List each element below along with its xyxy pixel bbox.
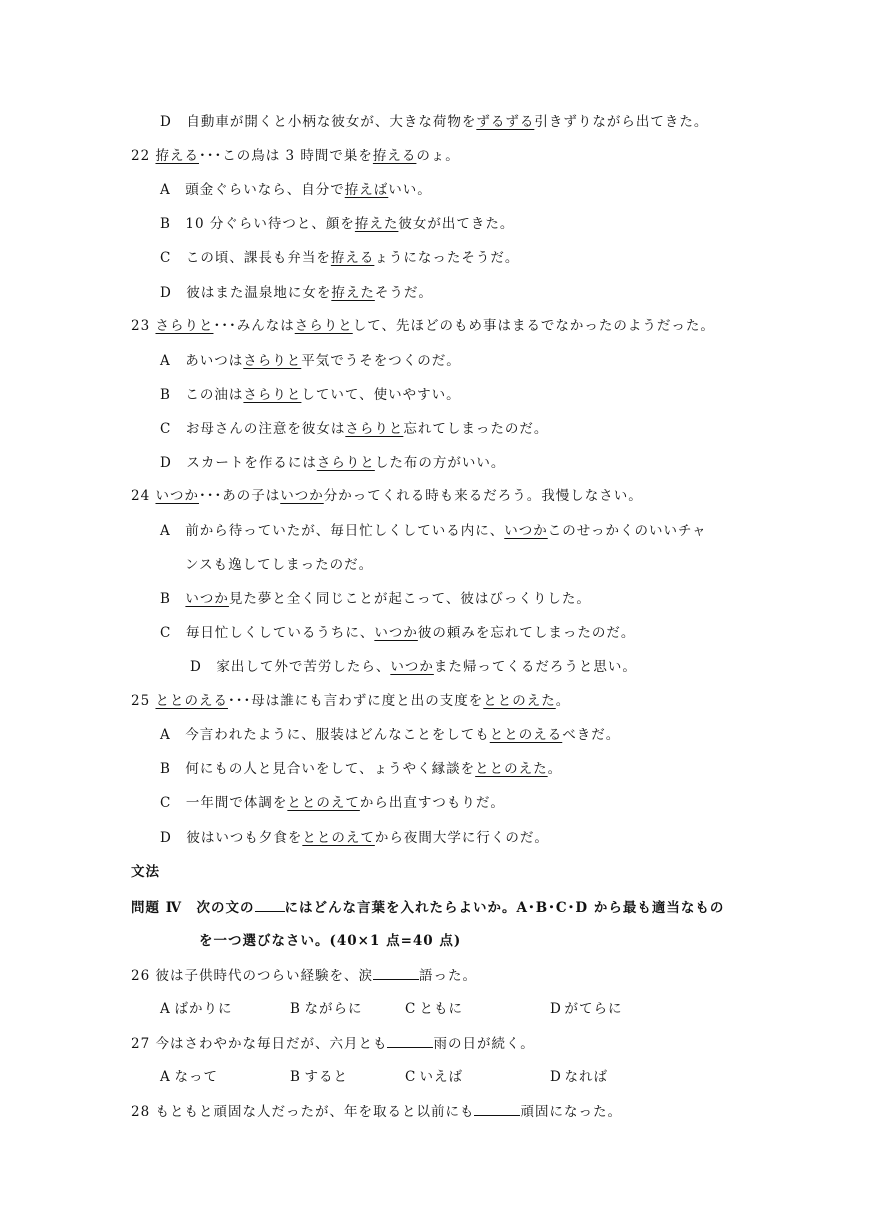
choice-text: ともに [419, 1001, 463, 1017]
option-text-post: 見た夢と全く同じことが起こって、彼はびっくりした。 [228, 591, 591, 607]
q28-stem [131, 1101, 622, 1122]
q26-choice-a[interactable] [160, 999, 233, 1019]
option-label: A [160, 353, 171, 369]
option-label: D [190, 659, 202, 675]
option-text-pre: この油は [185, 387, 244, 403]
stem-pre: みんなは [236, 318, 295, 334]
underlined-word: ととのえた [475, 761, 548, 777]
q24-option-b [160, 589, 591, 609]
option-text-pre: この頃、課長も弁当を [185, 250, 331, 266]
option-label: A [160, 727, 171, 743]
underlined-word: 拵える [330, 250, 375, 266]
option-text-pre: 一年間で体調を [185, 795, 288, 811]
option-text-pre: 彼はいつも夕食を [186, 830, 303, 846]
q26-stem [131, 965, 477, 986]
stem-post: 。 [555, 693, 571, 709]
stem-post: 分かってくれる時も来るだろう。我慢しなさい。 [323, 488, 643, 504]
option-label: A [160, 523, 171, 539]
underlined-word: ずるずる [476, 114, 535, 130]
option-text-post: また帰ってくるだろうと思い。 [433, 659, 637, 675]
underlined-word: 拵えた [331, 285, 375, 301]
underlined-word: さらりと [243, 387, 302, 403]
q26-choice-b[interactable] [290, 999, 363, 1019]
option-label: B [160, 216, 171, 232]
q27-choices [0, 1067, 869, 1087]
option-text-post: いい。 [388, 182, 432, 198]
option-label: C [160, 250, 172, 266]
choice-text: ばかりに [174, 1001, 233, 1017]
q25-option-c [160, 793, 505, 813]
underlined-word: いつか [374, 625, 418, 641]
option-text-post: 忘れてしまったのだ。 [403, 421, 549, 437]
target-word: 拵える [155, 148, 199, 164]
option-text-post: ょうになったそうだ。 [374, 250, 520, 266]
question-number: 23 [131, 318, 151, 334]
option-text-post: 彼の頼みを忘れてしまったのだ。 [417, 625, 636, 641]
dots: ･･･ [198, 488, 223, 504]
q22-option-a [160, 180, 432, 200]
q26-choice-d[interactable] [550, 999, 623, 1019]
stem-post: 語った。 [418, 968, 477, 984]
option-text-pre: お母さんの注意を彼女は [185, 421, 346, 437]
q22-stem [131, 146, 460, 166]
option-text-post: このせっかくのいいチャ [547, 523, 707, 539]
section-title: 文法 [131, 864, 160, 880]
question-number: 24 [131, 488, 151, 504]
q27-choice-a[interactable] [160, 1067, 218, 1087]
option-text-post: 平気でうそをつくのだ。 [301, 353, 461, 369]
underlined-word: ととのえた [483, 693, 556, 709]
option-label: A [160, 182, 171, 198]
option-text-continued: ンスも逸してしまったのだ。 [185, 557, 374, 573]
stem-pre: 今はさわやかな毎日だが、六月とも [155, 1036, 388, 1052]
option-text-pre: スカートを作るには [186, 455, 317, 471]
underlined-word: ととのえて [287, 795, 360, 811]
dots: ･･･ [227, 693, 252, 709]
choice-label: B [290, 1069, 301, 1085]
q23-option-b [160, 385, 461, 405]
target-word: いつか [155, 488, 199, 504]
q24-option-a-continued [185, 555, 373, 575]
choice-text: なって [174, 1069, 218, 1085]
choice-label: D [550, 1001, 562, 1017]
choice-text: いえば [419, 1069, 463, 1085]
q23-stem [131, 316, 715, 336]
dots: ･･･ [213, 318, 237, 334]
dots: ･･･ [198, 148, 223, 164]
option-text-pre: 毎日忙しくしているうちに、 [185, 625, 375, 641]
q27-stem [131, 1033, 535, 1054]
option-text-pre: 自動車が開くと小柄な彼女が、大きな荷物を [186, 114, 477, 130]
underlined-word: 拵える [372, 148, 417, 164]
question-number: 26 [131, 968, 151, 984]
instruction-pre: 次の文の [196, 900, 255, 916]
q24-option-c [160, 623, 635, 643]
option-text-pre: 10 分ぐらい待つと、顔を [185, 216, 355, 232]
stem-pre: 母は誰にも言わずに度と出の支度を [251, 693, 484, 709]
choice-text: ながらに [304, 1001, 363, 1017]
answer-blank[interactable] [387, 1033, 433, 1048]
option-label: D [160, 285, 172, 301]
underlined-word: 拵えば [344, 182, 389, 198]
option-label: D [160, 114, 172, 130]
q25-stem [131, 691, 570, 711]
option-text-post: べきだ。 [562, 727, 621, 743]
option-text-pre: 今言われたように、服装はどんなことをしても [185, 727, 490, 743]
option-label: C [160, 795, 172, 811]
option-label: B [160, 761, 171, 777]
choice-text: なれば [564, 1069, 608, 1085]
answer-blank[interactable] [373, 965, 419, 980]
stem-pre: もともと頑固な人だったが、年を取ると以前にも [155, 1104, 475, 1120]
problem-label: 問題 Ⅳ [131, 900, 183, 916]
stem-pre: 彼は子供時代のつらい経験を、涙 [155, 968, 373, 984]
option-text-post: 引きずりながら出てきた。 [534, 114, 709, 130]
instruction-post: にはどんな言葉を入れたらよいか。A･B･C･D から最も適当なもの [284, 900, 725, 916]
choice-label: D [550, 1069, 562, 1085]
question-number: 25 [131, 693, 151, 709]
underlined-word: いつか [280, 488, 324, 504]
stem-post: 頑固になった。 [520, 1104, 622, 1120]
option-label: D [160, 830, 172, 846]
q22-option-c [160, 248, 519, 268]
q25-option-d [160, 828, 549, 848]
q25-option-a [160, 725, 620, 745]
underlined-word: さらりと [316, 455, 375, 471]
answer-blank[interactable] [474, 1101, 520, 1116]
underlined-word: さらりと [294, 318, 353, 334]
option-text-pre: 頭金ぐらいなら、自分で [185, 182, 345, 198]
target-word: ととのえる [155, 693, 228, 709]
underlined-word: ととのえて [302, 830, 375, 846]
q24-option-a [160, 521, 707, 541]
question-number: 22 [131, 148, 151, 164]
q23-option-d [160, 453, 505, 473]
choice-label: C [405, 1069, 417, 1085]
option-text-post: 彼女が出てきた。 [398, 216, 515, 232]
choice-label: A [160, 1069, 171, 1085]
underlined-word: いつか [185, 591, 229, 607]
choice-label: B [290, 1001, 301, 1017]
q25-option-b [160, 759, 562, 779]
underlined-word: ととのえる [489, 727, 563, 743]
stem-pre: この鳥は 3 時間で巣を [222, 148, 373, 164]
choice-label: A [160, 1001, 171, 1017]
option-text-pre: 彼はまた温泉地に女を [186, 285, 332, 301]
option-text-post: そうだ。 [374, 285, 433, 301]
question-number: 28 [131, 1104, 151, 1120]
option-label: C [160, 625, 172, 641]
q22-option-d [160, 283, 433, 303]
option-text-post: 。 [547, 761, 563, 777]
underlined-word: いつか [504, 523, 548, 539]
problem-instruction [131, 897, 724, 918]
underlined-word: さらりと [345, 421, 404, 437]
question-number: 27 [131, 1036, 151, 1052]
choice-label: C [405, 1001, 417, 1017]
option-text-pre: 前から待っていたが、毎日忙しくしている内に、 [185, 523, 505, 539]
option-label: B [160, 387, 171, 403]
q21-option-d [160, 112, 708, 132]
option-text-post: から出直すつもりだ。 [359, 795, 505, 811]
target-word: さらりと [155, 318, 214, 334]
problem-instruction-line2: を一つ選びなさい。(40×1 点=40 点) [199, 933, 462, 949]
option-text-post: から夜間大学に行くのだ。 [374, 830, 549, 846]
choice-text: がてらに [564, 1001, 623, 1017]
underlined-word: 拵えた [354, 216, 399, 232]
stem-post: して、先ほどのもめ事はまるでなかったのようだった。 [352, 318, 715, 334]
stem-post: のょ。 [416, 148, 460, 164]
underlined-word: さらりと [243, 353, 302, 369]
q27-choice-d[interactable] [550, 1067, 608, 1087]
choice-text: すると [304, 1069, 348, 1085]
option-label: C [160, 421, 172, 437]
option-text-pre: 何にもの人と見合いをして、ょうやく縁談を [185, 761, 476, 777]
underlined-word: いつか [390, 659, 434, 675]
option-label: D [160, 455, 172, 471]
q23-option-c [160, 419, 548, 439]
option-text-post: していて、使いやすい。 [301, 387, 461, 403]
stem-post: 雨の日が続く。 [433, 1036, 535, 1052]
q24-option-d [190, 657, 637, 677]
q22-option-b [160, 214, 514, 234]
option-text-pre: 家出して外で苦労したら、 [216, 659, 391, 675]
option-label: B [160, 591, 171, 607]
q26-choices [0, 999, 869, 1019]
q24-stem [131, 486, 643, 506]
option-text-post: した布の方がいい。 [374, 455, 506, 471]
stem-pre: あの子は [222, 488, 281, 504]
q23-option-a [160, 351, 461, 371]
option-text-pre: あいつは [185, 353, 244, 369]
blank-marker [255, 897, 285, 912]
q27-choice-c[interactable] [405, 1067, 463, 1087]
q26-choice-c[interactable] [405, 999, 463, 1019]
q27-choice-b[interactable] [290, 1067, 348, 1087]
